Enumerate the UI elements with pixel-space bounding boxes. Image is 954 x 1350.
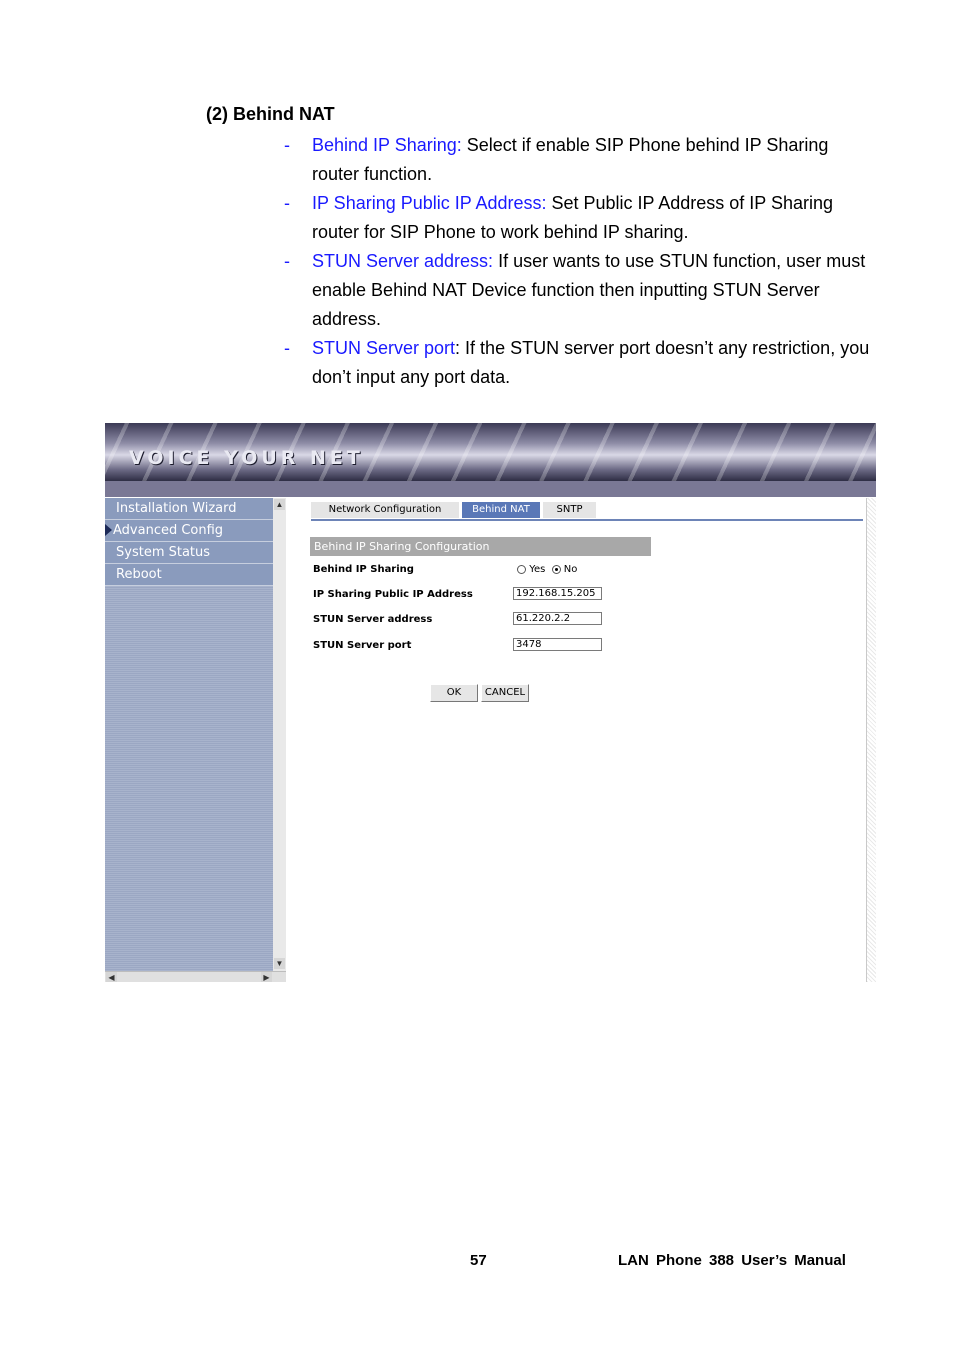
scroll-right-icon[interactable]: ▶ — [261, 972, 272, 982]
sidebar-item-reboot[interactable] — [105, 564, 273, 586]
tab-bar — [311, 502, 863, 521]
stun-address-label: STUN Server address — [313, 614, 433, 625]
sidebar — [105, 498, 273, 982]
sidebar-item-label: Installation Wizard — [116, 501, 237, 516]
stun-address-input[interactable]: 61.220.2.2 — [513, 612, 602, 625]
pointer-arrow-icon — [105, 524, 112, 536]
bullet-dash: - — [284, 251, 290, 271]
sidebar-horizontal-scrollbar[interactable] — [105, 971, 286, 982]
description-list — [284, 131, 874, 392]
list-item — [284, 334, 874, 392]
tab-sntp[interactable]: SNTP — [543, 502, 596, 518]
term-stun-address: STUN Server address: — [312, 251, 494, 271]
desc-stun-port: : If the STUN server port doesn’t any restriction, you don’t input any port data. — [312, 338, 870, 387]
sidebar-vertical-scrollbar[interactable] — [273, 498, 286, 982]
radio-no[interactable] — [552, 565, 561, 574]
web-ui-screenshot — [105, 423, 876, 982]
banner-logo: VOICE YOUR NET — [129, 447, 364, 469]
manual-title: LAN Phone 388 User’s Manual — [618, 1252, 846, 1269]
desc-public-ip: Set Public IP Address of IP Sharing router for SIP Phone to work behind IP sharing. — [312, 193, 833, 242]
list-item — [284, 189, 874, 247]
config-panel — [288, 498, 864, 982]
desc-behind-ip-sharing: Select if enable SIP Phone behind IP Sharing router function. — [312, 135, 829, 184]
behind-ip-sharing-label: Behind IP Sharing — [313, 564, 414, 575]
term-public-ip: IP Sharing Public IP Address: — [312, 193, 547, 213]
sidebar-item-label: Advanced Config — [113, 523, 224, 538]
tab-behind-nat[interactable]: Behind NAT — [462, 502, 540, 518]
tab-network-configuration[interactable]: Network Configuration — [311, 502, 459, 518]
radio-yes-label: Yes — [529, 564, 546, 575]
term-stun-port: STUN Server port — [312, 338, 456, 358]
scroll-down-icon[interactable]: ▼ — [275, 959, 284, 968]
page-number: 57 — [470, 1252, 487, 1269]
sidebar-item-system-status[interactable] — [105, 542, 273, 564]
scroll-up-icon[interactable]: ▲ — [275, 500, 284, 509]
bullet-dash: - — [284, 135, 290, 155]
radio-yes[interactable] — [517, 565, 526, 574]
list-item — [284, 131, 874, 189]
cancel-button[interactable]: CANCEL — [481, 684, 529, 702]
ok-button[interactable]: OK — [430, 684, 478, 702]
banner — [105, 423, 876, 481]
stun-port-input[interactable]: 3478 — [513, 638, 602, 651]
desc-stun-address: If user wants to use STUN function, user must enable Behind NAT Device function then inputting STUN Server address. — [312, 251, 866, 329]
section-heading: (2) Behind NAT — [206, 104, 335, 124]
sidebar-item-installation-wizard[interactable] — [105, 498, 273, 520]
sidebar-item-label: System Status — [116, 545, 211, 560]
bullet-dash: - — [284, 338, 290, 358]
radio-no-label: No — [563, 564, 578, 575]
stun-port-label: STUN Server port — [313, 640, 412, 651]
bullet-dash: - — [284, 193, 290, 213]
section-title: Behind IP Sharing Configuration — [310, 537, 651, 556]
public-ip-label: IP Sharing Public IP Address — [313, 589, 473, 600]
main-vertical-scrollbar[interactable] — [866, 498, 876, 982]
public-ip-input[interactable]: 192.168.15.205 — [513, 587, 602, 600]
behind-ip-sharing-radios — [517, 564, 577, 575]
scroll-left-icon[interactable]: ◀ — [106, 972, 117, 982]
sidebar-item-label: Reboot — [116, 567, 162, 582]
banner-strip — [105, 481, 876, 497]
sidebar-item-advanced-config[interactable] — [105, 520, 273, 542]
term-behind-ip-sharing: Behind IP Sharing: — [312, 135, 462, 155]
list-item — [284, 247, 874, 334]
